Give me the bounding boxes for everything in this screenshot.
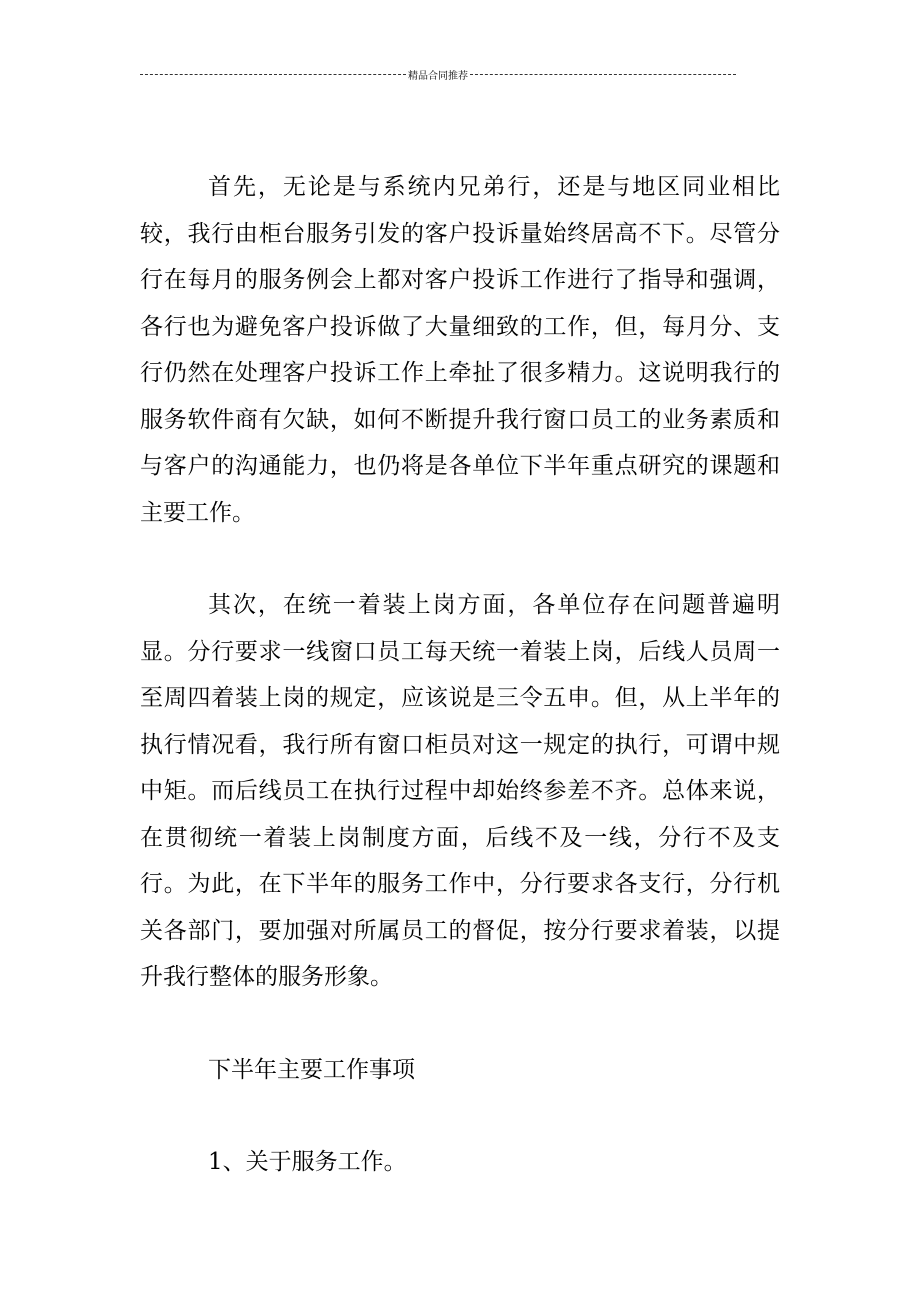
list-item-service-work: 1、关于服务工作。 — [208, 1149, 407, 1175]
header-title: 精品合同推荐 — [408, 70, 468, 82]
header-dash-right — [470, 74, 736, 75]
paragraph-dress-code: 其次，在统一着装上岗方面，各单位存在问题普遍明显。分行要求一线窗口员工每天统一着装上岗，后线人员周一至周四着装上岗的规定，应该说是三令五申。但，从上半年的执行情况看，我行所有窗口柜员对这一规定的执行，可谓中规中矩。而后线员工在执行过程中却始终参差不齐。总体来说，在贯彻统一着装上岗制度方面，后线不及一线，分行不及支行。为此，在下半年的服务工作中，分行要求各支行，分行机关各部门，要加强对所属员工的督促，按分行要求着装，以提升我行整体的服务形象。 — [140, 592, 780, 990]
paragraph-spacer — [140, 1001, 780, 1047]
section-heading: 下半年主要工作事项 — [208, 1056, 415, 1083]
header-dash-left — [140, 74, 406, 75]
paragraph-spacer — [140, 536, 780, 582]
paragraph-spacer — [140, 1093, 780, 1139]
page-header — [140, 66, 736, 82]
document-body — [140, 164, 780, 1186]
paragraph-complaints: 首先，无论是与系统内兄弟行，还是与地区同业相比较，我行由柜台服务引发的客户投诉量始终居高不下。尽管分行在每月的服务例会上都对客户投诉工作进行了指导和强调，各行也为避免客户投诉做了大量细致的工作，但，每月分、支行仍然在处理客户投诉工作上牵扯了很多精力。这说明我行的服务软件商有欠缺，如何不断提升我行窗口员工的业务素质和与客户的沟通能力，也仍将是各单位下半年重点研究的课题和主要工作。 — [140, 174, 780, 526]
